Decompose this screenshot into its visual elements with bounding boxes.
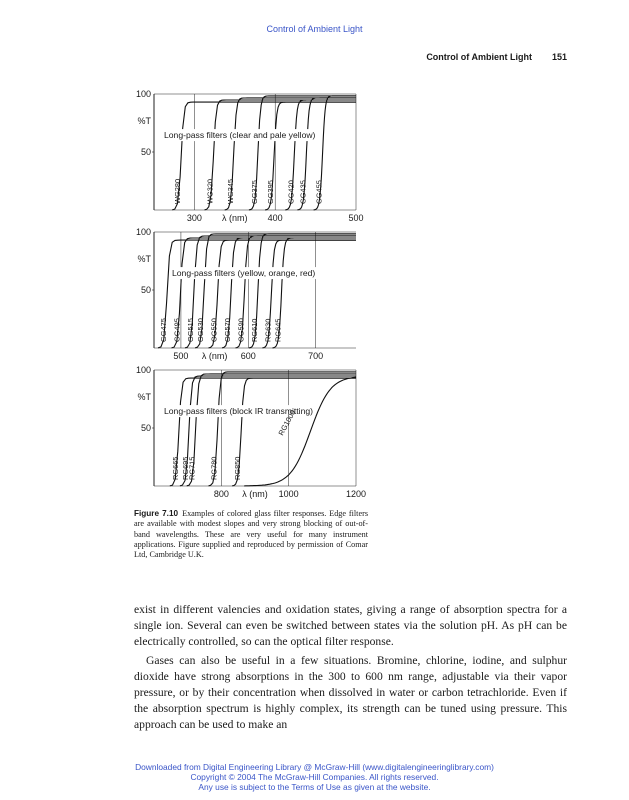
y-tick-label: 50 [140,147,151,157]
filter-label: RG1000 [276,408,298,437]
filter-label: RG715 [187,456,197,480]
filter-label: GG435 [298,180,308,204]
footer-terms[interactable]: Any use is subject to the Terms of Use as given at the website. [198,782,431,792]
y-tick-label: 50 [140,285,151,295]
chart-title: Long-pass filters (clear and pale yellow) [164,130,316,141]
y-tick-label: 100 [135,89,151,99]
x-axis-label: λ (nm) [242,489,268,499]
x-tick-label: 600 [240,351,256,361]
filter-label: RG645 [273,318,283,342]
filter-label: OG590 [236,318,246,342]
filter-label: GG455 [314,180,324,204]
curve-RG850 [232,378,356,486]
figure-label: Figure 7.10 [134,509,179,518]
page-number: 151 [551,52,567,62]
filter-label: RG665 [170,456,180,480]
filter-label: RG850 [233,456,243,480]
x-axis-label: λ (nm) [201,351,228,361]
chart-panel-2 [136,227,356,361]
running-head [426,52,567,62]
footer-copyright: Copyright © 2004 The McGraw-Hill Companies. All rights reserved. [190,772,439,782]
curve-RG1000 [244,377,356,486]
filter-label: RG610 [250,318,259,342]
x-tick-label: 1200 [345,489,367,499]
x-tick-label: 1000 [278,489,299,499]
figure-caption [134,509,368,560]
curve-GG395 [265,102,356,210]
figure-caption-text: Examples of colored glass filter responses. Edge filters are available with modest slopes and very strong blocking of out-of-band wavelengths. These are very useful for many instrument applications. Figure supplied and reproduced by permission of Comar Ltd, Cambridge U.K. [134,509,369,560]
chart-title: Long-pass filters (block IR transmitting) [164,406,314,417]
filter-label: RG630 [263,318,273,342]
filter-label: GG475 [159,318,169,342]
filter-label: OG570 [223,318,233,342]
curve-RG645 [273,238,357,348]
filter-label: OG550 [209,318,219,342]
chart-title: Long-pass filters (yellow, orange, red) [172,268,316,279]
x-tick-label: 400 [267,213,283,223]
y-axis-label: %T [137,392,151,403]
filter-label: GG395 [266,180,276,204]
y-axis-label: %T [137,116,151,127]
filter-label: WG320 [205,178,215,204]
curve-RG695 [180,376,356,486]
running-title: Control of Ambient Light [426,52,532,62]
body-paragraph: exist in different valencies and oxidation states, giving a range of absorption spectra for a single ion. Several can even be switched between states via the solution pH. As pH can be electrically controlled, so can the optical filter response. [134,603,567,649]
footer-download-link[interactable]: Downloaded from Digital Engineering Library @ McGraw-Hill (www.digitalengineeringlibrary.com) [135,762,494,772]
x-tick-label: 500 [173,351,189,361]
chart-panel-3 [136,365,366,499]
y-axis-label: %T [137,254,151,265]
y-tick-label: 100 [135,365,151,375]
x-tick-label: 300 [186,213,202,223]
filter-label: GG420 [286,180,296,204]
footer [0,762,629,792]
filter-label: RG780 [209,456,219,480]
x-tick-label: 800 [213,489,229,499]
top-link[interactable]: Control of Ambient Light [266,24,363,34]
x-tick-label: 700 [308,351,324,361]
y-tick-label: 100 [135,227,151,237]
filter-label: OG515 [186,318,196,342]
y-tick-label: 50 [140,423,151,433]
chart-panel-1 [136,89,364,223]
filter-label: RG695 [180,456,190,480]
filter-label: WG280 [173,178,183,204]
x-axis-label: λ (nm) [222,213,248,223]
filter-label: WG345 [225,178,235,204]
filter-response-figure [130,84,370,504]
filter-label: GG495 [172,318,182,342]
filter-label: GG375 [250,180,259,204]
body-text [134,602,567,734]
curve-WG280 [172,102,356,210]
x-tick-label: 500 [348,213,364,223]
filter-label: OG530 [196,318,206,342]
body-paragraph: Gases can also be useful in a few situations. Bromine, chlorine, iodine, and sulphur dioxide have strong absorptions in the 300 to 600 nm range, adjustable via their vapor pressure, or by their concentration when dissolved in water or carbon tetrachloride. Even if the absorption spectrum is highly complex, its strength can be tuned using pressure. This approach can be used to make an [134,653,567,732]
